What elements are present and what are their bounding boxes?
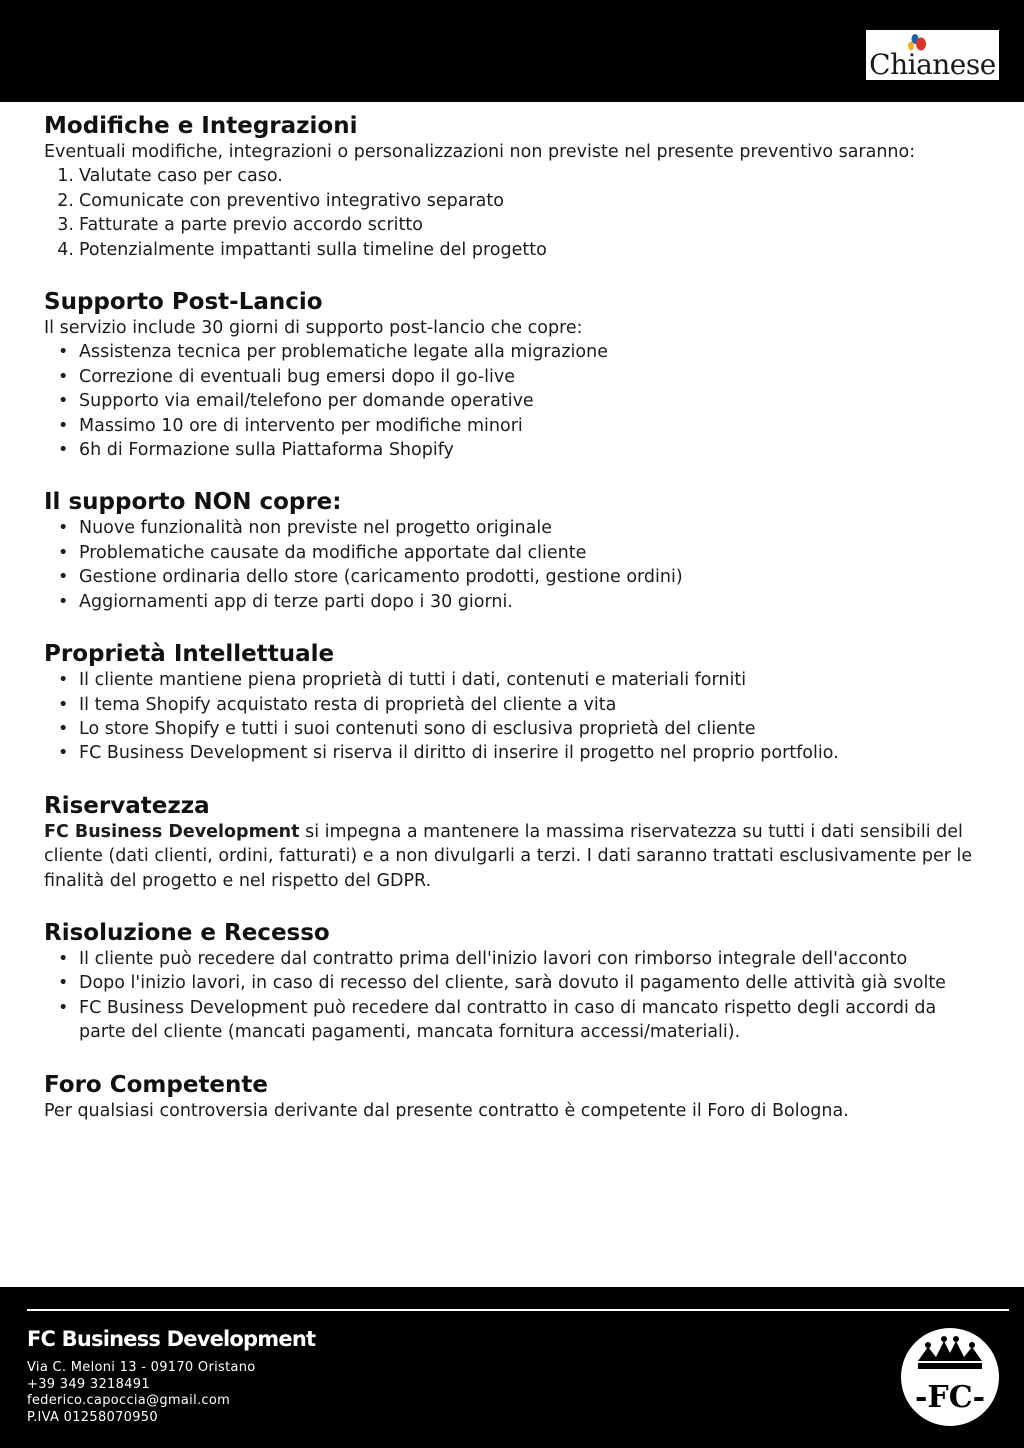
list-item: • Aggiornamenti app di terze parti dopo i 30 giorni. bbox=[58, 591, 513, 612]
crown-icon bbox=[900, 1327, 1000, 1427]
footer-address: Via C. Meloni 13 - 09170 Oristano bbox=[27, 1360, 256, 1375]
list-item: • FC Business Development può recedere dal contratto in caso di mancato rispetto degli accordi da parte del cliente (mancati pagamenti, mancata fornitura accessi/materiali). bbox=[58, 997, 937, 1043]
footer-phone: +39 349 3218491 bbox=[27, 1376, 150, 1392]
numbered-list bbox=[44, 164, 984, 262]
list-item: • Gestione ordinaria dello store (caricamento prodotti, gestione ordini) bbox=[58, 567, 683, 588]
section-intro: Eventuali modifiche, integrazioni o personalizzazioni non previste nel presente preventivo saranno: bbox=[44, 142, 916, 162]
footer-email: federico.capoccia@gmail.com bbox=[27, 1393, 231, 1408]
list-item: • Il cliente mantiene piena proprietà di tutti i dati, contenuti e materiali forniti bbox=[58, 670, 747, 691]
section-risoluzione bbox=[44, 919, 984, 1045]
list-item: • Lo store Shopify e tutti i suoi contenuti sono di esclusiva proprietà del cliente bbox=[58, 718, 756, 739]
chianese-logo bbox=[866, 30, 999, 80]
bullet-list bbox=[44, 947, 984, 1045]
section-supporto bbox=[44, 288, 984, 462]
list-item: 2. Comunicate con preventivo integrativo separato bbox=[57, 190, 504, 211]
list-item: • Il tema Shopify acquistato resta di proprietà del cliente a vita bbox=[58, 694, 617, 715]
section-paragraph: FC Business Development si impegna a mantenere la massima riservatezza su tutti i dati sensibili del cliente (dati clienti, ordini, fatturati) e a non divulgarli a terzi. I dati saranno trattati esclusivamente per le finalità del progetto e nel rispetto del GDPR. bbox=[44, 821, 973, 891]
footer-contact-block bbox=[27, 1360, 256, 1426]
section-proprieta bbox=[44, 640, 984, 766]
bullet-list bbox=[44, 340, 984, 462]
section-modifiche bbox=[44, 112, 984, 262]
section-paragraph: Per qualsiasi controversia derivante dal presente contratto è competente il Foro di Bologna. bbox=[44, 1100, 849, 1121]
header-band bbox=[0, 0, 1024, 102]
section-title: Risoluzione e Recesso bbox=[44, 919, 330, 946]
bullet-list bbox=[44, 668, 984, 766]
section-title: Supporto Post-Lancio bbox=[44, 289, 323, 316]
section-title: Il supporto NON copre: bbox=[44, 489, 342, 516]
section-non-copre bbox=[44, 488, 984, 614]
footer-company-name: FC Business Development bbox=[27, 1327, 316, 1351]
list-item: • Il cliente può recedere dal contratto prima dell'inizio lavori con rimborso integrale dell'acconto bbox=[58, 948, 908, 969]
section-title: Riservatezza bbox=[44, 792, 210, 819]
list-item: • Problematiche causate da modifiche apportate dal cliente bbox=[58, 542, 587, 563]
list-item: • Supporto via email/telefono per domande operative bbox=[58, 391, 534, 412]
list-item: • Correzione di eventuali bug emersi dopo il go-live bbox=[58, 366, 516, 387]
list-item: • Dopo l'inizio lavori, in caso di recesso del cliente, sarà dovuto il pagamento delle attività già svolte bbox=[58, 973, 946, 994]
company-name-bold: FC Business Development bbox=[44, 821, 300, 842]
list-item: • Nuove funzionalità non previste nel progetto originale bbox=[58, 518, 552, 539]
badge-monogram: -FC- bbox=[914, 1380, 986, 1415]
section-title: Modifiche e Integrazioni bbox=[44, 113, 358, 139]
document-body bbox=[44, 112, 984, 1149]
list-item: • FC Business Development si riserva il diritto di inserire il progetto nel proprio portfolio. bbox=[58, 743, 839, 764]
section-intro: Il servizio include 30 giorni di supporto post-lancio che copre: bbox=[44, 318, 583, 339]
footer-band bbox=[0, 1287, 1024, 1448]
footer-vat: P.IVA 01258070950 bbox=[27, 1409, 158, 1425]
logo-wordmark: Chianese bbox=[869, 48, 996, 80]
bullet-list bbox=[44, 516, 984, 614]
fc-crown-logo bbox=[900, 1327, 1000, 1427]
list-item: 3. Fatturate a parte previo accordo scritto bbox=[57, 215, 423, 236]
list-item: 1. Valutate caso per caso. bbox=[57, 166, 283, 187]
list-item: • Assistenza tecnica per problematiche legate alla migrazione bbox=[58, 342, 608, 363]
list-item: • 6h di Formazione sulla Piattaforma Shopify bbox=[58, 440, 454, 461]
footer-divider bbox=[27, 1309, 1009, 1311]
list-item: • Massimo 10 ore di intervento per modifiche minori bbox=[58, 415, 523, 436]
section-title: Proprietà Intellettuale bbox=[44, 641, 335, 668]
section-riservatezza bbox=[44, 792, 984, 893]
section-title: Foro Competente bbox=[44, 1071, 269, 1098]
list-item: 4. Potenzialmente impattanti sulla timeline del progetto bbox=[57, 239, 547, 260]
section-foro bbox=[44, 1071, 984, 1123]
